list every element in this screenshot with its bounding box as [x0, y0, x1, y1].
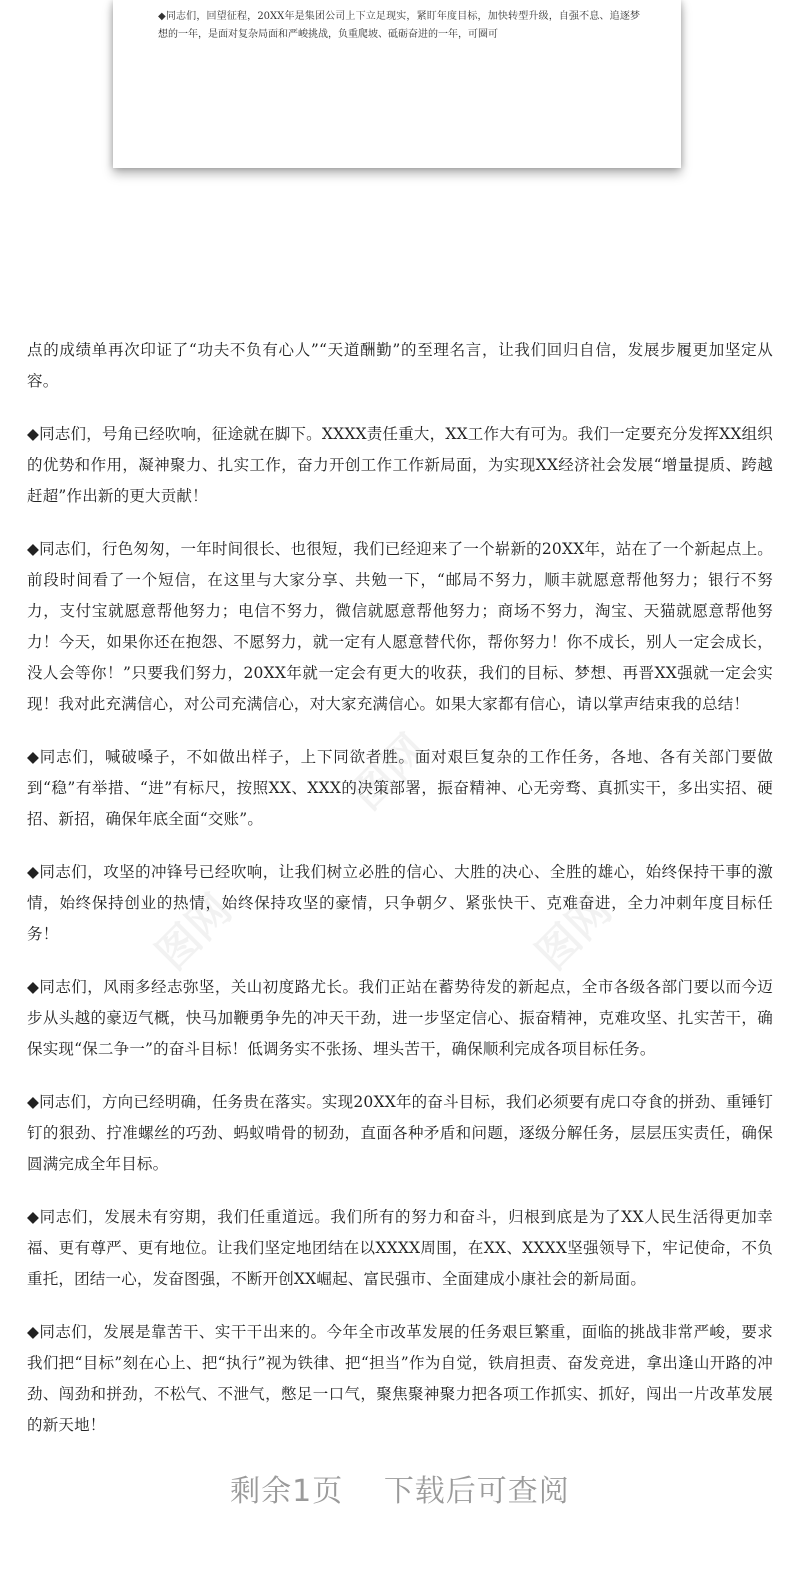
document-body: [27, 335, 773, 1463]
paragraph: ◆同志们，号角已经吹响，征途就在脚下。XXXX责任重大，XX工作大有可为。我们一定要充分发挥XX组织的优势和作用，凝神聚力、扎实工作，奋力开创工作工作新局面，为实现XX经济社会发展“增量提质、跨越赶超”作出新的更大贡献！: [27, 425, 773, 505]
download-prompt[interactable]: [0, 1466, 800, 1510]
paragraph: ◆同志们，行色匆匆，一年时间很长、也很短，我们已经迎来了一个崭新的20XX年，站在了一个新起点上。前段时间看了一个短信，在这里与大家分享、共勉一下，“邮局不努力，顺丰就愿意帮他努力；银行不努力，支付宝就愿意帮他努力；电信不努力，微信就愿意帮他努力；商场不努力，淘宝、天猫就愿意帮他努力！今天，如果你还在抱怨、不愿努力，就一定有人愿意替代你，帮你努力！你不成长，别人一定会成长，没人会等你！”只要我们努力，20XX年就一定会有更大的收获，我们的目标、梦想、再晋XX强就一定会实现！我对此充满信心，对公司充满信心，对大家充满信心。如果大家都有信心，请以掌声结束我的总结！: [27, 540, 773, 713]
remaining-pages-label: 剩余1页: [230, 1474, 344, 1509]
download-to-view-label[interactable]: 下载后可查阅: [383, 1474, 570, 1509]
watermark: 图网: [526, 884, 621, 979]
preview-page-card: [113, 0, 681, 168]
paragraph: ◆同志们，发展未有穷期，我们任重道远。我们所有的努力和奋斗，归根到底是为了XX人民生活得更加幸福、更有尊严、更有地位。让我们坚定地团结在以XXXX周围，在XX、XXXX坚强领导下，牢记使命，不负重托，团结一心，发奋图强，不断开创XX崛起、富民强市、全面建成小康社会的新局面。: [27, 1208, 773, 1288]
paragraph: ◆同志们，发展是靠苦干、实干干出来的。今年全市改革发展的任务艰巨繁重，面临的挑战非常严峻，要求我们把“目标”刻在心上、把“执行”视为铁律、把“担当”作为自觉，铁肩担责、奋发竞进，拿出逢山开路的冲劲、闯劲和拼劲，不松气、不泄气，憋足一口气，聚焦聚神聚力把各项工作抓实、抓好，闯出一片改革发展的新天地！: [27, 1323, 773, 1434]
preview-page-text: ◆同志们，回望征程，20XX年是集团公司上下立足现实，紧盯年度目标，加快转型升级，自强不息、追逐梦想的一年，是面对复杂局面和严峻挑战，负重爬坡、砥砺奋进的一年，可圈可: [158, 11, 640, 40]
watermark: 图网: [341, 724, 436, 819]
paragraph: ◆同志们，喊破嗓子，不如做出样子，上下同欲者胜。面对艰巨复杂的工作任务，各地、各有关部门要做到“稳”有举措、“进”有标尺，按照XX、XXX的决策部署，振奋精神、心无旁骛、真抓实干，多出实招、硬招、新招，确保年底全面“交账”。: [27, 748, 773, 828]
paragraph: 点的成绩单再次印证了“功夫不负有心人”“天道酬勤”的至理名言，让我们回归自信，发展步履更加坚定从容。: [27, 341, 773, 390]
paragraph: ◆同志们，风雨多经志弥坚，关山初度路尤长。我们正站在蓄势待发的新起点，全市各级各部门要以而今迈步从头越的豪迈气概，快马加鞭勇争先的冲天干劲，进一步坚定信心、振奋精神，克难攻坚、扎实苦干，确保实现“保二争一”的奋斗目标！低调务实不张扬、埋头苦干，确保顺利完成各项目标任务。: [27, 978, 773, 1058]
paragraph: ◆同志们，方向已经明确，任务贵在落实。实现20XX年的奋斗目标，我们必须要有虎口夺食的拼劲、重锤钉钉的狠劲、拧准螺丝的巧劲、蚂蚁啃骨的韧劲，直面各种矛盾和问题，逐级分解任务，层层压实责任，确保圆满完成全年目标。: [27, 1093, 773, 1173]
paragraph: ◆同志们，攻坚的冲锋号已经吹响，让我们树立必胜的信心、大胜的决心、全胜的雄心，始终保持干事的激情，始终保持创业的热情，始终保持攻坚的豪情，只争朝夕、紧张快干、克难奋进，全力冲刺年度目标任务！: [27, 863, 773, 943]
watermark: 图网: [146, 884, 241, 979]
